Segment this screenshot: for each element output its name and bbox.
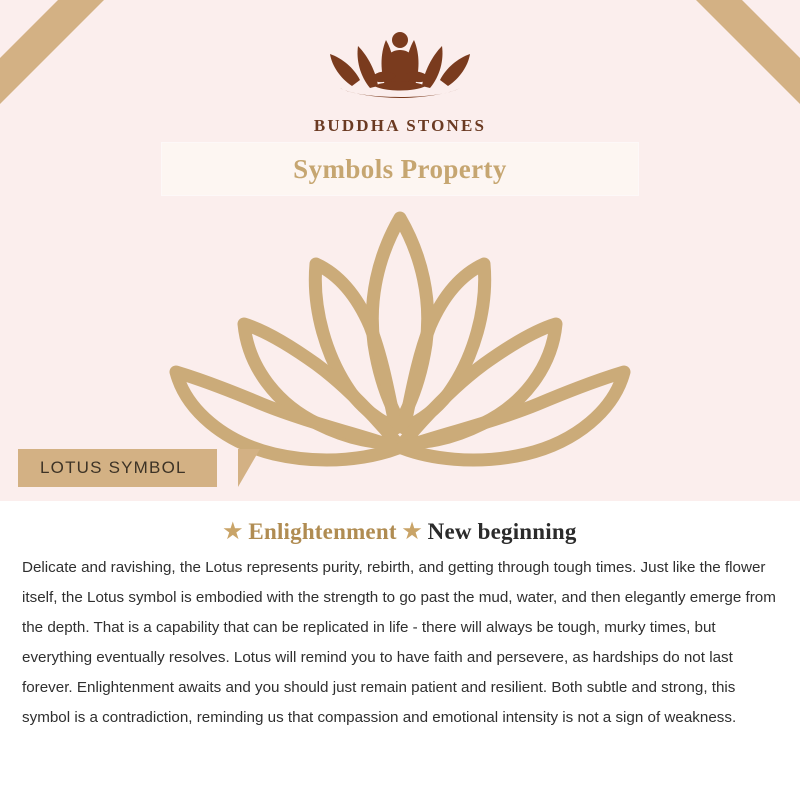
lotus-symbol-tag xyxy=(18,449,217,487)
keyword-enlightenment: Enlightenment xyxy=(248,519,397,544)
page-title: Symbols Property xyxy=(293,154,507,184)
description-paragraph: Delicate and ravishing, the Lotus represents purity, rebirth, and getting through tough times. Just like the flower itself, the Lotus symbol is embodied with the strength to go past the mud, water, and then elegantly emerge from the depth. That is a capability that can be replicated in life - there will always be tough, murky times, but everything eventually resolves. Lotus will remind you to have faith and persevere, as hardships do not last forever. Enlightenment awaits and you should just remain patient and resilient. Both subtle and strong, this symbol is a contradiction, reminding us that compassion and emotional intensity is not a sign of weakness. xyxy=(22,559,776,726)
keyword-new-beginning: New beginning xyxy=(427,519,577,544)
title-banner xyxy=(162,143,638,195)
lotus-meditation-logo-icon xyxy=(300,14,500,114)
brand-header xyxy=(0,14,800,136)
lotus-symbol-tag-label: LOTUS SYMBOL xyxy=(40,458,187,477)
description-panel xyxy=(0,501,800,800)
lotus-flower-icon xyxy=(140,196,660,496)
star-icon: ★ xyxy=(223,519,243,543)
brand-name: BUDDHA STONES xyxy=(313,116,487,135)
keywords-headline xyxy=(0,519,800,545)
lotus-symbol-tag-notch xyxy=(238,449,260,487)
star-icon: ★ xyxy=(402,519,422,543)
